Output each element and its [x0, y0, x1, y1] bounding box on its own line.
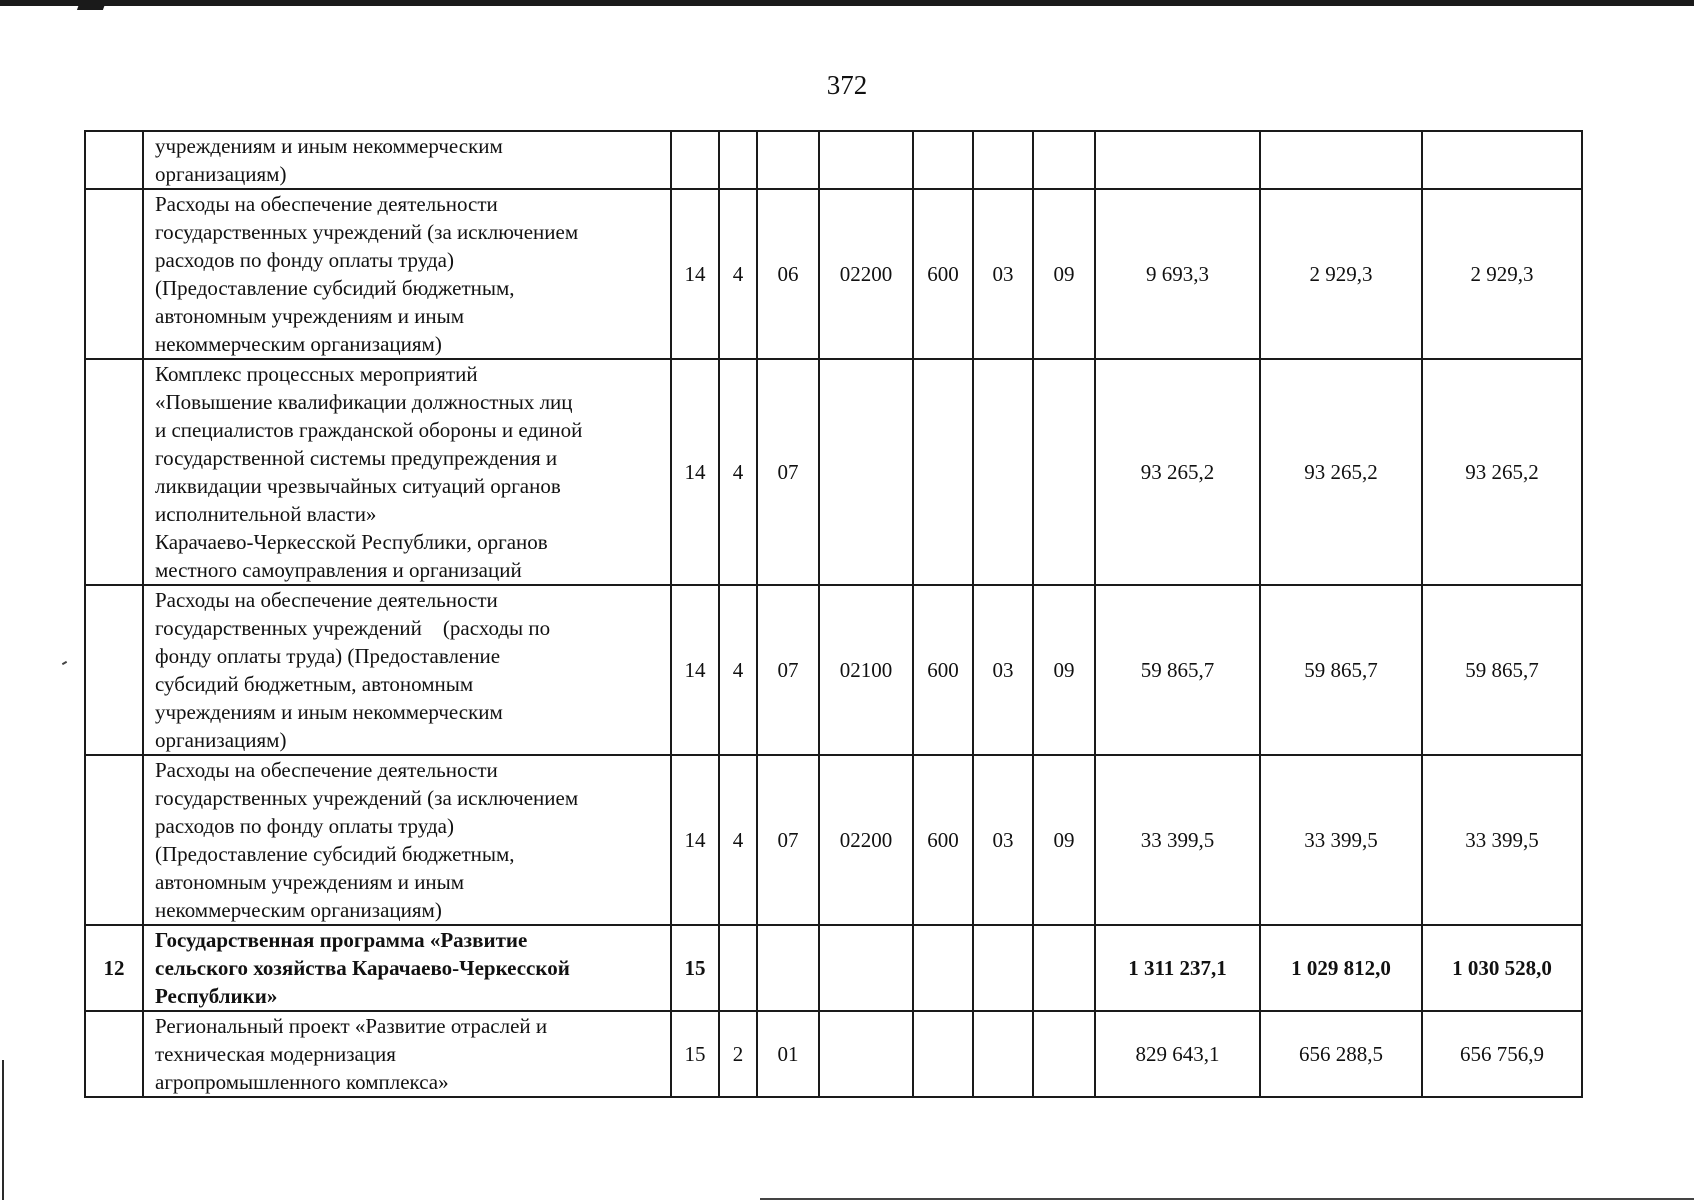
amount-year-2: 59 865,7	[1260, 585, 1422, 755]
table-row	[85, 1011, 1582, 1097]
code-element: 06	[757, 189, 819, 359]
code-program: 14	[671, 755, 719, 925]
code-expense-type: 600	[913, 189, 973, 359]
amount-year-1: 59 865,7	[1095, 585, 1260, 755]
amount-year-2	[1260, 131, 1422, 189]
row-number: 12	[85, 925, 143, 1011]
code-type: 4	[719, 189, 757, 359]
code-subsection	[1033, 359, 1095, 585]
code-direction: 02200	[819, 189, 913, 359]
table-row	[85, 585, 1582, 755]
code-element	[757, 131, 819, 189]
row-description: учреждениям и иным некоммерческим организациям)	[143, 131, 671, 189]
row-number	[85, 189, 143, 359]
code-subsection	[1033, 131, 1095, 189]
code-expense-type: 600	[913, 585, 973, 755]
amount-year-2: 1 029 812,0	[1260, 925, 1422, 1011]
scan-top-border	[0, 0, 1694, 6]
row-description: Государственная программа «Развитие сельского хозяйства Карачаево-Черкесской Республики»	[143, 925, 671, 1011]
amount-year-3: 93 265,2	[1422, 359, 1582, 585]
code-expense-type	[913, 359, 973, 585]
code-section	[973, 925, 1033, 1011]
code-type: 4	[719, 585, 757, 755]
row-number	[85, 585, 143, 755]
row-description: Расходы на обеспечение деятельности государственных учреждений (за исключением расходов по фонду оплаты труда) (Предоставление субсидий бюджетным, автономным учреждениям и иным некоммерческим организациям)	[143, 189, 671, 359]
row-description: Региональный проект «Развитие отраслей и техническая модернизация агропромышленного комплекса»	[143, 1011, 671, 1097]
table-row	[85, 755, 1582, 925]
row-number	[85, 131, 143, 189]
page-number: 372	[826, 70, 868, 100]
code-type: 4	[719, 755, 757, 925]
code-element: 01	[757, 1011, 819, 1097]
amount-year-3	[1422, 131, 1582, 189]
row-number	[85, 1011, 143, 1097]
code-direction	[819, 925, 913, 1011]
code-subsection	[1033, 925, 1095, 1011]
amount-year-2: 93 265,2	[1260, 359, 1422, 585]
code-section: 03	[973, 755, 1033, 925]
row-number	[85, 755, 143, 925]
code-type: 2	[719, 1011, 757, 1097]
code-expense-type	[913, 1011, 973, 1097]
code-expense-type	[913, 131, 973, 189]
code-subsection: 09	[1033, 585, 1095, 755]
code-expense-type: 600	[913, 755, 973, 925]
amount-year-3: 2 929,3	[1422, 189, 1582, 359]
row-description: Комплекс процессных мероприятий «Повышение квалификации должностных лиц и специалистов гражданской обороны и единой государственной системы предупреждения и ликвидации чрезвычайных ситуаций органов исполнительной власти» Карачаево-Черкесской Республики, органов местного самоуправления и организаций	[143, 359, 671, 585]
code-direction	[819, 1011, 913, 1097]
code-direction: 02100	[819, 585, 913, 755]
code-type	[719, 925, 757, 1011]
amount-year-3: 59 865,7	[1422, 585, 1582, 755]
code-type: 4	[719, 359, 757, 585]
scan-left-border	[2, 1060, 4, 1200]
amount-year-1	[1095, 131, 1260, 189]
row-description: Расходы на обеспечение деятельности государственных учреждений (за исключением расходов по фонду оплаты труда) (Предоставление субсидий бюджетным, автономным учреждениям и иным некоммерческим организациям)	[143, 755, 671, 925]
amount-year-2: 2 929,3	[1260, 189, 1422, 359]
amount-year-1: 829 643,1	[1095, 1011, 1260, 1097]
amount-year-2: 656 288,5	[1260, 1011, 1422, 1097]
scan-speck	[62, 661, 67, 665]
code-element: 07	[757, 359, 819, 585]
table-row	[85, 131, 1582, 189]
table-body	[85, 131, 1582, 1097]
code-direction	[819, 359, 913, 585]
code-section: 03	[973, 189, 1033, 359]
code-section	[973, 1011, 1033, 1097]
code-section	[973, 359, 1033, 585]
budget-table	[84, 130, 1583, 1098]
table-row	[85, 189, 1582, 359]
code-program: 15	[671, 1011, 719, 1097]
amount-year-1: 93 265,2	[1095, 359, 1260, 585]
code-expense-type	[913, 925, 973, 1011]
code-element: 07	[757, 585, 819, 755]
code-program: 14	[671, 585, 719, 755]
code-type	[719, 131, 757, 189]
table-row-program	[85, 925, 1582, 1011]
code-section: 03	[973, 585, 1033, 755]
code-subsection: 09	[1033, 755, 1095, 925]
amount-year-2: 33 399,5	[1260, 755, 1422, 925]
code-direction: 02200	[819, 755, 913, 925]
amount-year-1: 1 311 237,1	[1095, 925, 1260, 1011]
code-program	[671, 131, 719, 189]
amount-year-3: 1 030 528,0	[1422, 925, 1582, 1011]
scan-mark	[77, 4, 105, 10]
amount-year-3: 33 399,5	[1422, 755, 1582, 925]
amount-year-3: 656 756,9	[1422, 1011, 1582, 1097]
code-element: 07	[757, 755, 819, 925]
code-section	[973, 131, 1033, 189]
code-direction	[819, 131, 913, 189]
table-row	[85, 359, 1582, 585]
amount-year-1: 33 399,5	[1095, 755, 1260, 925]
row-description: Расходы на обеспечение деятельности государственных учреждений (расходы по фонду оплаты труда) (Предоставление субсидий бюджетным, автономным учреждениям и иным некоммерческим организациям)	[143, 585, 671, 755]
code-subsection: 09	[1033, 189, 1095, 359]
code-element	[757, 925, 819, 1011]
code-program: 14	[671, 189, 719, 359]
amount-year-1: 9 693,3	[1095, 189, 1260, 359]
row-number	[85, 359, 143, 585]
code-program: 15	[671, 925, 719, 1011]
code-program: 14	[671, 359, 719, 585]
code-subsection	[1033, 1011, 1095, 1097]
